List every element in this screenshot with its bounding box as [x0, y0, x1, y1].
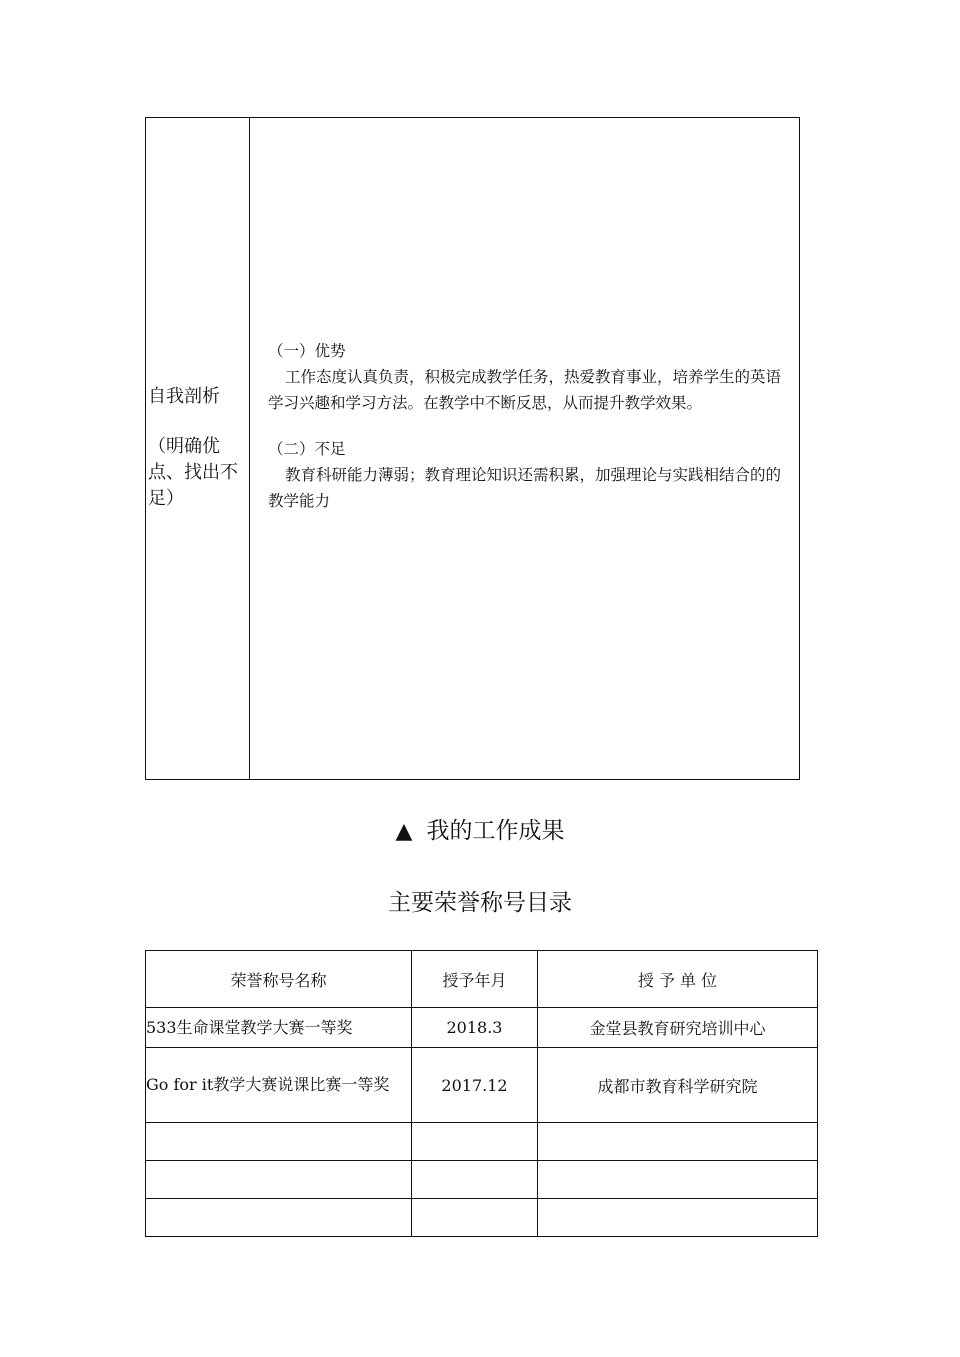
award-date-cell: 2017.12: [412, 1048, 538, 1123]
weakness-text: 教育科研能力薄弱；教育理论知识还需积累，加强理论与实践相结合的的教学能力: [268, 466, 782, 510]
weakness-heading: （二）不足: [268, 440, 346, 458]
honors-title: 主要荣誉称号目录: [388, 890, 572, 916]
self-analysis-sublabel: （明确优点、找出不足）: [148, 436, 238, 509]
empty-cell: [538, 1199, 818, 1237]
empty-cell: [146, 1123, 412, 1161]
empty-cell: [412, 1123, 538, 1161]
self-analysis-content-cell: [250, 118, 799, 779]
award-org-cell: 成都市教育科学研究院: [538, 1048, 818, 1123]
table-row: [146, 1008, 818, 1048]
empty-cell: [146, 1199, 412, 1237]
self-analysis-label: 自我剖析: [148, 386, 220, 407]
empty-cell: [146, 1161, 412, 1199]
self-analysis-label-cell: [146, 118, 250, 779]
honors-header-row: [146, 951, 818, 1008]
strengths-heading: （一）优势: [268, 342, 346, 360]
award-org-cell: 金堂县教育研究培训中心: [538, 1008, 818, 1048]
self-analysis-table: [145, 117, 800, 780]
header-award-date: 授予年月: [412, 951, 538, 1008]
honors-table: [145, 950, 818, 1237]
header-honor-name: 荣誉称号名称: [146, 951, 412, 1008]
header-award-org: 授 予 单 位: [538, 951, 818, 1008]
strengths-text: 工作态度认真负责，积极完成教学任务，热爱教育事业，培养学生的英语学习兴趣和学习方法。在教学中不断反思，从而提升教学效果。: [268, 368, 782, 412]
empty-cell: [412, 1199, 538, 1237]
achievements-title: 我的工作成果: [426, 818, 565, 844]
achievements-heading: [0, 812, 960, 845]
empty-table-row: [146, 1161, 818, 1199]
triangle-icon: ▲: [395, 819, 413, 844]
empty-cell: [412, 1161, 538, 1199]
empty-table-row: [146, 1123, 818, 1161]
table-row: [146, 1048, 818, 1123]
empty-table-row: [146, 1199, 818, 1237]
empty-cell: [538, 1123, 818, 1161]
honor-name-cell: 533生命课堂教学大赛一等奖: [146, 1008, 412, 1048]
honor-name-cell: Go for it教学大赛说课比赛一等奖: [146, 1048, 412, 1123]
empty-cell: [538, 1161, 818, 1199]
award-date-cell: 2018.3: [412, 1008, 538, 1048]
